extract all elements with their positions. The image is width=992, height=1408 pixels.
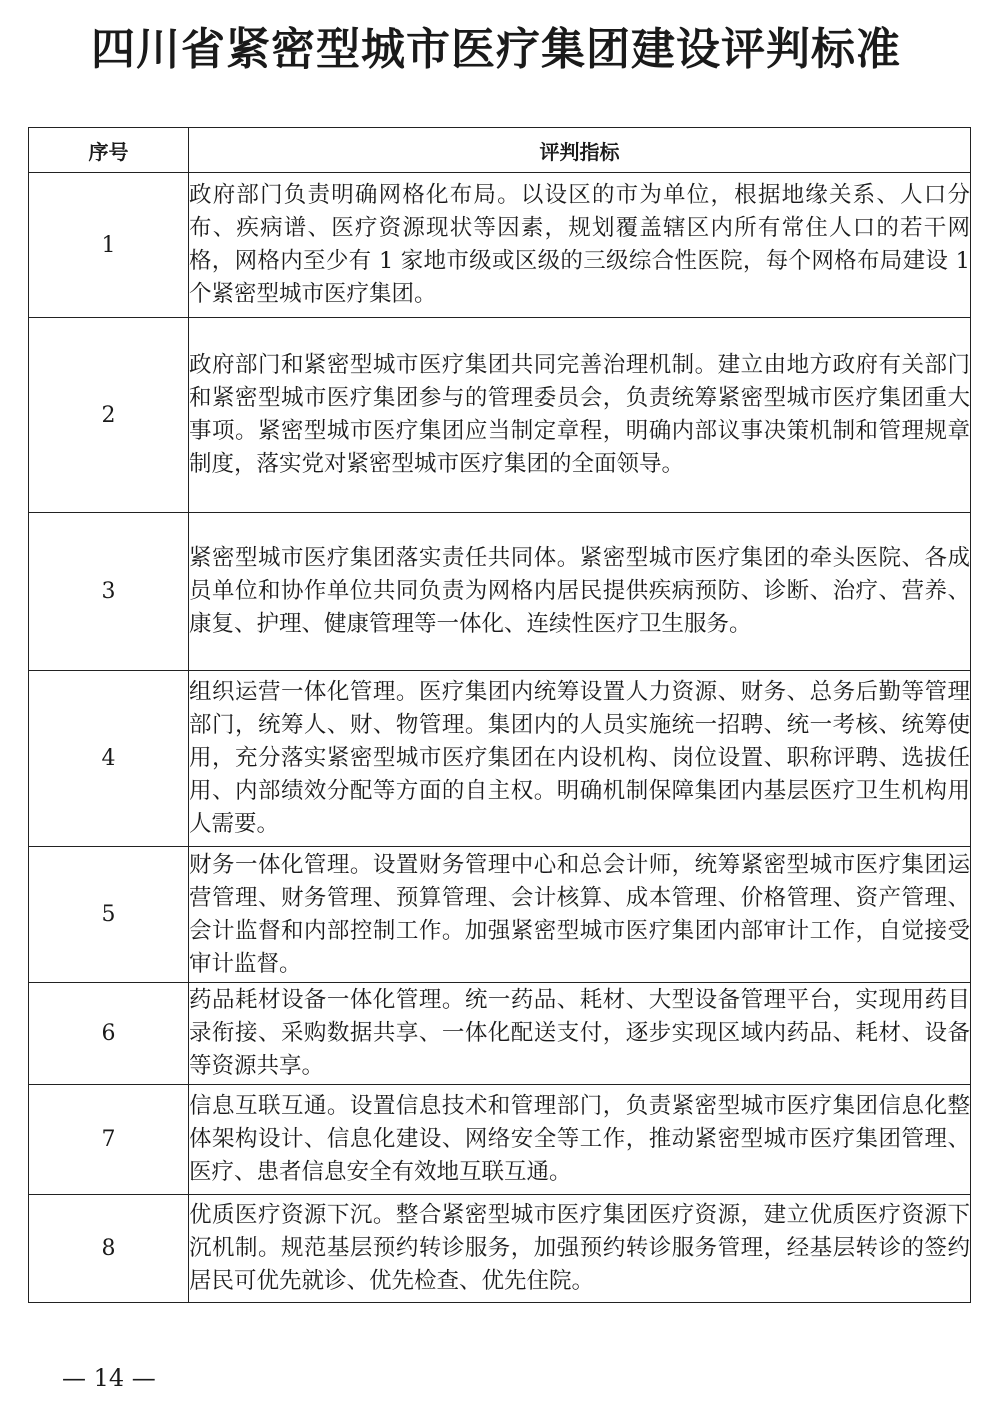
header-criteria: 评判指标 (189, 128, 971, 173)
row-criteria: 药品耗材设备一体化管理。统一药品、耗材、大型设备管理平台，实现用药目录衔接、采购数据共享、一体化配送支付，逐步实现区域内药品、耗材、设备等资源共享。 (189, 983, 971, 1085)
row-criteria: 优质医疗资源下沉。整合紧密型城市医疗集团医疗资源，建立优质医疗资源下沉机制。规范基层预约转诊服务，加强预约转诊服务管理，经基层转诊的签约居民可优先就诊、优先检查、优先住院。 (189, 1195, 971, 1303)
row-number: 3 (29, 513, 189, 671)
criteria-table (28, 127, 971, 1303)
row-criteria: 紧密型城市医疗集团落实责任共同体。紧密型城市医疗集团的牵头医院、各成员单位和协作单位共同负责为网格内居民提供疾病预防、诊断、治疗、营养、康复、护理、健康管理等一体化、连续性医疗卫生服务。 (189, 513, 971, 671)
row-number: 4 (29, 671, 189, 847)
table-row (29, 671, 971, 847)
row-number: 5 (29, 847, 189, 983)
row-number: 2 (29, 318, 189, 513)
row-number: 1 (29, 173, 189, 318)
table-row (29, 983, 971, 1085)
row-criteria: 财务一体化管理。设置财务管理中心和总会计师，统筹紧密型城市医疗集团运营管理、财务管理、预算管理、会计核算、成本管理、价格管理、资产管理、会计监督和内部控制工作。加强紧密型城市医疗集团内部审计工作，自觉接受审计监督。 (189, 847, 971, 983)
table-row (29, 847, 971, 983)
header-number: 序号 (29, 128, 189, 173)
table-row (29, 1085, 971, 1195)
table-header-row (29, 128, 971, 173)
table-row (29, 318, 971, 513)
row-number: 7 (29, 1085, 189, 1195)
row-number: 6 (29, 983, 189, 1085)
row-criteria: 政府部门和紧密型城市医疗集团共同完善治理机制。建立由地方政府有关部门和紧密型城市医疗集团参与的管理委员会，负责统筹紧密型城市医疗集团重大事项。紧密型城市医疗集团应当制定章程，明确内部议事决策机制和管理规章制度，落实党对紧密型城市医疗集团的全面领导。 (189, 318, 971, 513)
table-row (29, 1195, 971, 1303)
table-row (29, 173, 971, 318)
table-row (29, 513, 971, 671)
page-number: — 14 — (62, 1364, 156, 1392)
row-criteria: 组织运营一体化管理。医疗集团内统筹设置人力资源、财务、总务后勤等管理部门，统筹人、财、物管理。集团内的人员实施统一招聘、统一考核、统筹使用，充分落实紧密型城市医疗集团在内设机构、岗位设置、职称评聘、选拔任用、内部绩效分配等方面的自主权。明确机制保障集团内基层医疗卫生机构用人需要。 (189, 671, 971, 847)
row-criteria: 政府部门负责明确网格化布局。以设区的市为单位，根据地缘关系、人口分布、疾病谱、医疗资源现状等因素，规划覆盖辖区内所有常住人口的若干网格，网格内至少有 1 家地市级或区级的三级综合性医院，每个网格布局建设 1 个紧密型城市医疗集团。 (189, 173, 971, 318)
row-criteria: 信息互联互通。设置信息技术和管理部门，负责紧密型城市医疗集团信息化整体架构设计、信息化建设、网络安全等工作，推动紧密型城市医疗集团管理、医疗、患者信息安全有效地互联互通。 (189, 1085, 971, 1195)
page-title: 四川省紧密型城市医疗集团建设评判标准 (91, 24, 901, 75)
row-number: 8 (29, 1195, 189, 1303)
